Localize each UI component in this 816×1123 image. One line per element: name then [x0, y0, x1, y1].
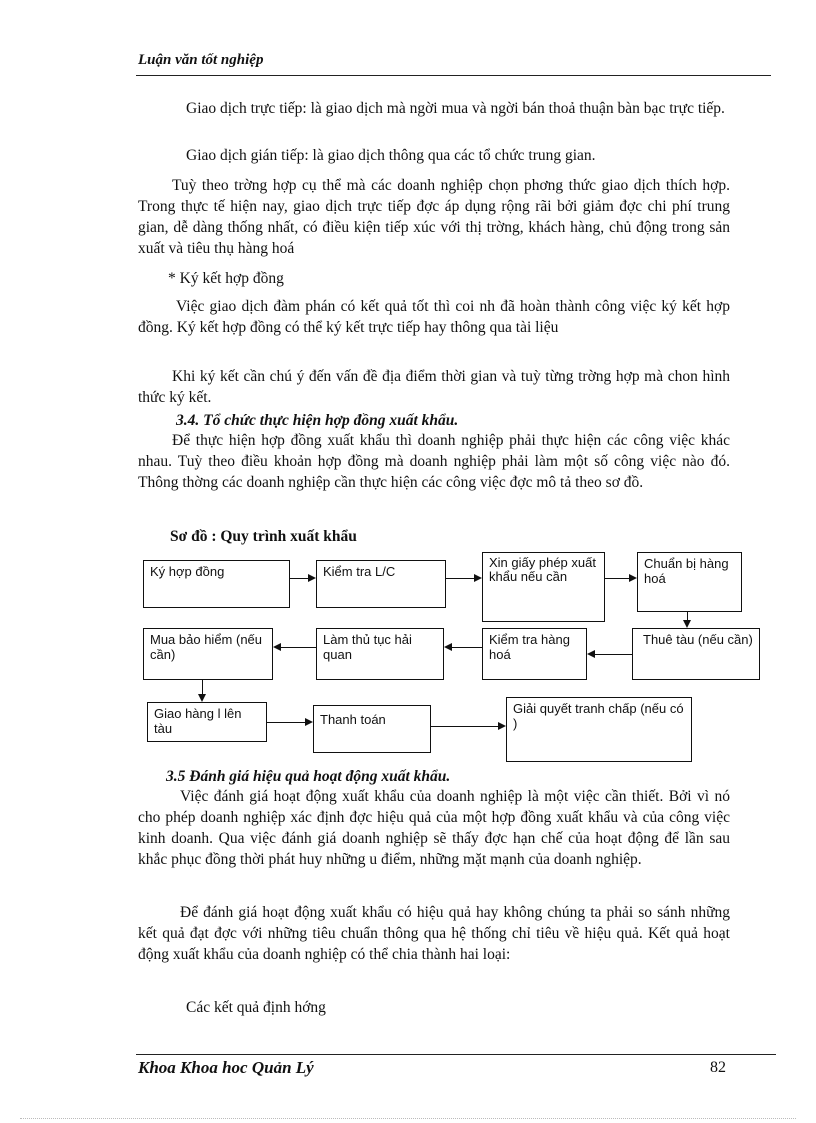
arrow-6-7	[452, 647, 482, 648]
box-customs: Làm thủ tục hải quan	[316, 628, 444, 680]
box-prepare-goods: Chuẩn bị hàng hoá	[637, 552, 742, 612]
arrow-3-4-head	[629, 574, 637, 582]
box-payment: Thanh toán	[313, 705, 431, 753]
paragraph-evaluation-method: Để đánh giá hoạt động xuất khẩu có hiệu quả hay không chúng ta phải so sánh những kết quả đạt đợc với những tiêu chuẩn thông qua hệ thống chỉ tiêu về hiệu quả. Kết quả hoạt động xuất khẩu của doanh nghiệp có thể chia thành hai loại:	[138, 904, 730, 963]
box-deliver-goods: Giao hàng l lên tàu	[147, 702, 267, 742]
box-export-license: Xin giấy phép xuất khẩu nếu cần	[482, 552, 605, 622]
section-heading-3-5: 3.5 Đánh giá hiệu quả hoạt động xuất khẩu.	[166, 768, 451, 785]
footer-rule	[136, 1054, 776, 1055]
header-rule	[136, 75, 771, 76]
arrow-7-8	[281, 647, 316, 648]
footer-faculty: Khoa Khoa hoc Quản Lý	[138, 1058, 314, 1077]
page-bottom-divider	[20, 1118, 796, 1119]
paragraph-indirect-trade: Giao dịch gián tiếp: là giao dịch thông qua các tổ chức trung gian.	[186, 147, 596, 164]
paragraph-trade-method: Tuỳ theo trờng hợp cụ thể mà các doanh nghiệp chọn phơng thức giao dịch thích hợp. Trong thực tế hiện nay, giao dịch trực tiếp đợc áp dụng rộng rãi bởi giảm đợc chi phí trung gian, dễ dàng thống nhất, có điều kiện tiếp xúc với thị trờng, khách hàng, chủ động trong sản xuất và tiêu thụ hàng hoá	[138, 177, 730, 257]
box-inspect-goods: Kiểm tra hàng hoá	[482, 628, 587, 680]
page-number: 82	[710, 1059, 726, 1076]
box-check-lc: Kiểm tra L/C	[316, 560, 446, 608]
arrow-5-6	[595, 654, 632, 655]
arrow-1-2-head	[308, 574, 316, 582]
section-heading-3-4: 3.4. Tổ chức thực hiện hợp đồng xuất khẩu.	[176, 412, 459, 429]
box-buy-insurance: Mua bảo hiểm (nếu cần)	[143, 628, 273, 680]
paragraph-evaluation: Việc đánh giá hoạt động xuất khẩu của doanh nghiệp là một việc cần thiết. Bởi vì nó cho phép doanh nghiệp xác định đợc hiệu quả của một hợp đồng xuất khẩu và của công việc kinh doanh. Qua việc đánh giá doanh nghiệp sẽ thấy đợc hạn chế của hoạt động để lần sau khắc phục đồng thời phát huy những u điểm, những mặt mạnh của doanh nghiệp.	[138, 788, 730, 868]
arrow-9-10	[267, 722, 305, 723]
diagram-title: Sơ đồ : Quy trình xuất khẩu	[170, 528, 357, 545]
paragraph-contract-signing: Việc giao dịch đàm phán có kết quả tốt thì coi nh đã hoàn thành công việc ký kết hợp đồng. Ký kết hợp đồng có thể ký kết trực tiếp hay thông qua tài liệu	[138, 298, 730, 336]
box-dispute-resolution: Giải quyết tranh chấp (nếu có )	[506, 697, 692, 762]
paragraph-contract-signing-heading: * Ký kết hợp đồng	[168, 270, 284, 287]
arrow-9-10-head	[305, 718, 313, 726]
arrow-2-3-head	[474, 574, 482, 582]
paragraph-oriented-results: Các kết quả định hớng	[186, 999, 326, 1016]
paragraph-contract-execution: Để thực hiện hợp đồng xuất khẩu thì doanh nghiệp phải thực hiện các công việc khác nhau. Tuỳ theo điều khoản hợp đồng mà doanh nghiệp phải làm một số công việc nào đó. Thông thờng các doanh nghiệp cần thực hiện các công việc đợc mô tả theo sơ đồ.	[138, 432, 730, 491]
arrow-4-5-head	[683, 620, 691, 628]
arrow-8-9	[202, 680, 203, 695]
running-header: Luận văn tốt nghiệp	[138, 52, 264, 68]
arrow-3-4	[605, 578, 629, 579]
paragraph-signing-note: Khi ký kết cần chú ý đến vấn đề địa điểm thời gian và tuỳ từng trờng hợp mà chon hình thức ký kết.	[138, 368, 730, 406]
arrow-10-11-head	[498, 722, 506, 730]
arrow-1-2	[290, 578, 308, 579]
arrow-5-6-head	[587, 650, 595, 658]
box-sign-contract: Ký hợp đồng	[143, 560, 290, 608]
arrow-6-7-head	[444, 643, 452, 651]
paragraph-direct-trade: Giao dịch trực tiếp: là giao dịch mà ngời mua và ngời bán thoả thuận bàn bạc trực tiếp.	[186, 100, 725, 117]
arrow-2-3	[446, 578, 474, 579]
arrow-7-8-head	[273, 643, 281, 651]
arrow-8-9-head	[198, 694, 206, 702]
box-charter-ship: Thuê tàu (nếu cần)	[632, 628, 760, 680]
arrow-10-11	[431, 726, 498, 727]
